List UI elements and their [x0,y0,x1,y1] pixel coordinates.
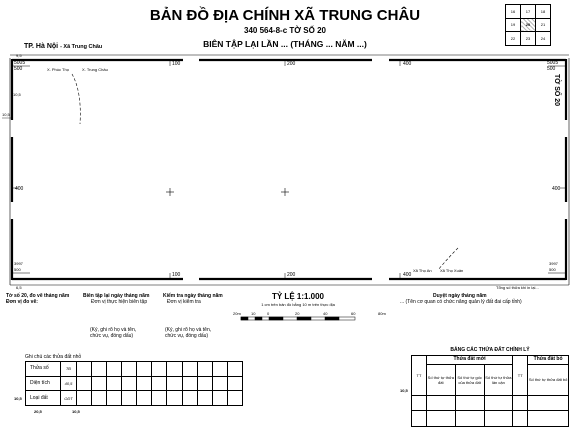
sign-note [165,327,211,339]
map-subtitle: BIÊN TẬP LẠI LẦN ... (THÁNG ... NĂM ...) [203,39,367,49]
scale-tick: 20m [233,311,241,316]
frame-label: 6,5 [16,285,22,290]
dimension-label: 10,5 [14,396,22,401]
adjusted-parcels-title: BẢNG CÁC THỬA ĐẤT CHỈNH LÝ [450,347,530,353]
sign-note [90,327,136,339]
frame-label: 400 [15,186,24,192]
commune-name: - Xã Trung Châu [60,44,103,50]
frame-label: 500 [14,267,21,272]
province-name: TP. Hà Nội [24,43,59,50]
frame-label: 200 [287,61,296,67]
survey-date: Tờ số 20, đo vẽ tháng năm [6,293,70,299]
scale-tick: 20 [295,311,300,316]
frame-label: 400 [403,61,412,67]
index-cell: 21 [536,18,551,32]
check-date: Kiểm tra ngày tháng năm [163,293,223,299]
total-area-note: Tổng số thửa khi in lại... [496,285,539,290]
sheet-code: 340 564-8-c TỜ SỐ 20 [244,26,326,35]
survey-block [6,293,69,305]
scale-title: TỶ LỆ 1:1.000 [271,292,325,301]
index-cell: 17 [521,5,536,19]
sign-note-line: chức vụ, đóng dấu) [165,333,209,339]
scale-tick: 80m [378,311,386,316]
frame-label: 10,5 [13,92,21,97]
dimension-label: 20,5 [34,409,42,414]
scale-tick: 40 [323,311,328,316]
table-header: Số thứ tự gốc của thửa đất [455,364,484,395]
approve-date: Duyệt ngày tháng năm [433,293,487,299]
adjacent-commune: X. Trung Châu [82,67,108,72]
table-header: Số thứ tự thửa lân cận [484,364,513,395]
frame-label: 200 [287,272,296,278]
index-cell: 19 [506,18,521,32]
table-header: TT [513,356,528,396]
table-header: Số thứ tự thửa đất [426,364,455,395]
frame-label: 3997 [549,261,558,266]
index-cell: 16 [506,5,521,19]
dimension-label: 10,5 [72,409,80,414]
frame-label: 400 [403,272,412,278]
frame-label: 5005 [547,60,559,66]
frame-label: 3997 [14,261,23,266]
small-parcel-caption: Ghi chú các thửa đất nhỏ [25,354,82,360]
edit-unit: Đơn vị thực hiện biên tập [91,299,148,305]
frame-label: 100 [172,272,181,278]
check-unit: Đơn vị kiểm tra [167,299,201,305]
approve-block [400,293,522,305]
check-block [163,293,223,305]
frame-label: 5005 [14,60,26,66]
adjusted-parcels-table [411,355,569,427]
frame-label: 400 [552,186,561,192]
sign-note-line: (Ký, ghi rõ họ và tên, [90,327,137,333]
table-cell: ODT [61,391,77,406]
index-cell-current: 20 [521,18,536,32]
adjacent-commune: X. Phúc Thọ [47,67,69,72]
table-row-label: Thửa số [26,362,61,377]
table-row-label: Loại đất [26,391,61,406]
table-group-header: Thửa đất bỏ [528,356,569,365]
side-sheet-label: TỜ SỐ 20 [553,74,560,107]
table-cell: 40,5 [61,376,77,391]
frame-label: 100 [172,61,181,67]
adjacent-commune: Xã Thọ An [413,268,432,273]
index-cell: 23 [521,32,536,46]
frame-label: 9,5 [16,53,22,58]
frame-label: 500 [14,66,23,72]
frame-label: 500 [547,66,556,72]
index-cell: 18 [536,5,551,19]
edit-block [83,293,149,305]
dimension-label: 10,5 [400,388,408,393]
scale-tick: 60 [351,311,356,316]
table-header: Số thứ tự thửa đất bỏ [528,364,569,395]
table-group-header: Thửa đất mới [426,356,512,365]
frame-label: 10,5 [2,112,10,117]
frame-label: 500 [549,267,556,272]
scale-bar [241,317,355,320]
scale-note: 1 cm trên bản đồ bằng 10 m trên thực địa [261,302,335,307]
scale-tick: 10 [251,311,256,316]
scale-tick: 0 [267,311,270,316]
index-cell: 24 [536,32,551,46]
map-title: BẢN ĐỒ ĐỊA CHÍNH XÃ TRUNG CHÂU [149,7,421,24]
approve-unit: ... (Tên cơ quan có chức năng quản lý đất đai cấp tỉnh) [400,299,522,305]
survey-unit: Đơn vị đo vẽ: [6,299,38,305]
edit-date: Biên tập lại ngày tháng năm [83,293,150,299]
table-row-label: Diện tích [26,376,61,391]
small-parcel-table [25,361,243,406]
sign-note-line: (Ký, ghi rõ họ và tên, [165,327,212,333]
sign-note-line: chức vụ, đóng dấu) [90,333,134,339]
index-cell: 22 [506,32,521,46]
adjacent-commune: Xã Thọ Xuân [440,268,464,273]
table-header: TT [412,356,427,396]
table-cell: TĐ [61,362,77,377]
